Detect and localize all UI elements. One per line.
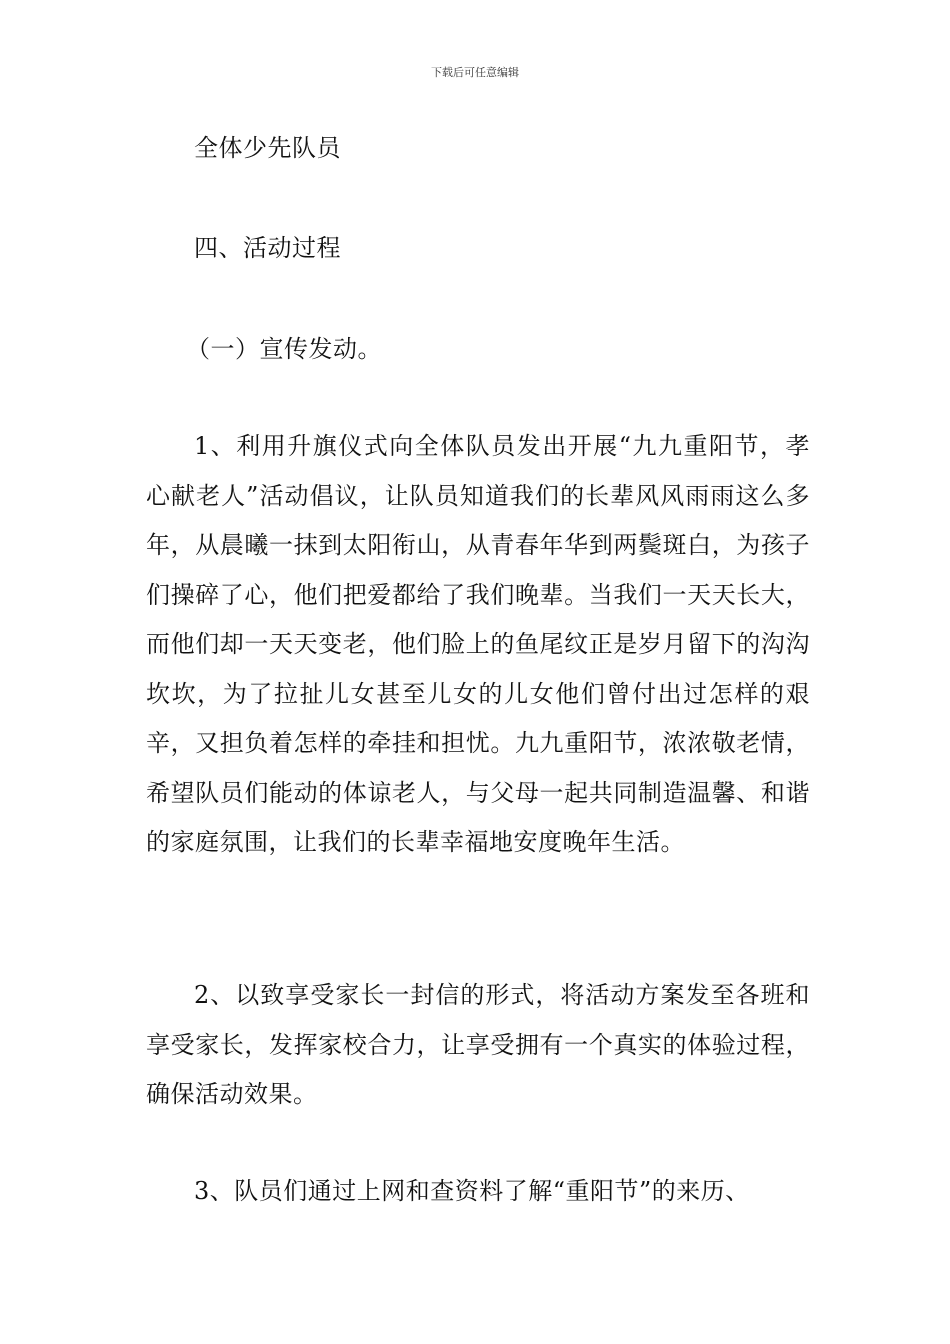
header-note: 下载后可任意编辑 bbox=[431, 66, 519, 79]
paragraph-item-3: 3、队员们通过上网和查资料了解“重阳节”的来历、 bbox=[194, 1177, 750, 1205]
section-heading-activity-process: 四、活动过程 bbox=[194, 234, 341, 262]
paragraph-item-1: 1、利用升旗仪式向全体队员发出开展“九九重阳节，孝心献老人”活动倡议，让队员知道我们的长辈风风雨雨这么多年，从晨曦一抹到太阳衔山，从青春年华到两鬓斑白，为孩子们操碎了心，他们把爱都给了我们晚辈。当我们一天天长大，而他们却一天天变老，他们脸上的鱼尾纹正是岁月留下的沟沟坎坎，为了拉扯儿女甚至儿女的儿女他们曾付出过怎样的艰辛，又担负着怎样的牵挂和担忧。九九重阳节，浓浓敬老情，希望队员们能动的体谅老人，与父母一起共同制造温馨、和谐的家庭氛围，让我们的长辈幸福地安度晚年生活。 bbox=[146, 432, 810, 856]
paragraph-participants: 全体少先队员 bbox=[194, 134, 341, 162]
paragraph-item-2: 2、以致享受家长一封信的形式，将活动方案发至各班和享受家长，发挥家校合力，让享受拥有一个真实的体验过程，确保活动效果。 bbox=[146, 981, 810, 1108]
subheading-publicity: （一）宣传发动。 bbox=[186, 335, 382, 363]
